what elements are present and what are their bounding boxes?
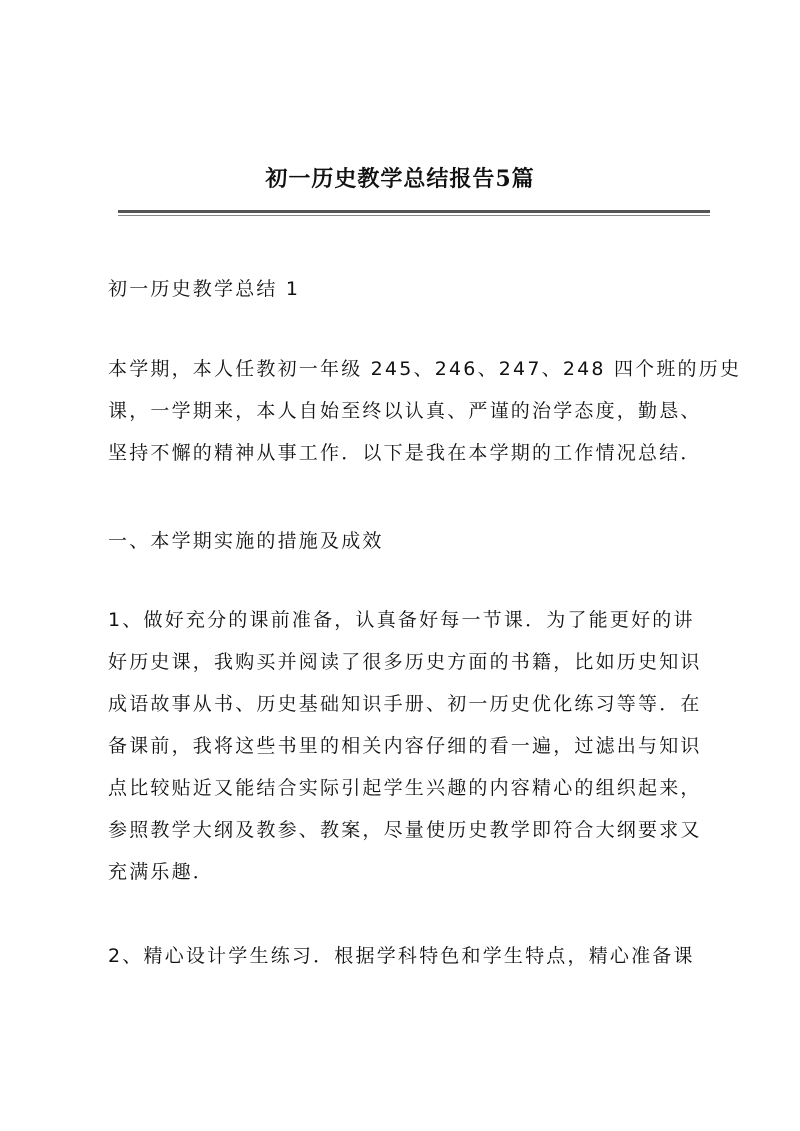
- document-title: 初一历史教学总结报告5篇: [265, 166, 535, 192]
- item-2-line: 2、精心设计学生练习．根据学科特色和学生特点，精心准备课: [108, 945, 695, 967]
- section-heading: [108, 268, 708, 310]
- item-1-line: 好历史课，我购买并阅读了很多历史方面的书籍，比如历史知识: [108, 651, 702, 673]
- item-1-line: 1、做好充分的课前准备，认真备好每一节课．为了能更好的讲: [108, 609, 695, 631]
- intro-line: 本学期，本人任教初一年级 245、246、247、248 四个班的历史: [108, 358, 742, 380]
- item-1-line: 成语故事从书、历史基础知识手册、初一历史优化练习等等．在: [108, 693, 702, 715]
- part-heading: [108, 520, 708, 562]
- item-1-paragraph: [108, 599, 708, 893]
- item-2-paragraph: [108, 935, 708, 977]
- item-1-line: 点比较贴近又能结合实际引起学生兴趣的内容精心的组织起来，: [108, 777, 702, 799]
- item-1-line: 备课前，我将这些书里的相关内容仔细的看一遍，过滤出与知识: [108, 735, 702, 757]
- intro-line: 课，一学期来，本人自始至终以认真、严谨的治学态度，勤恳、: [108, 400, 702, 422]
- item-1-line: 参照教学大纲及教参、教案，尽量使历史教学即符合大纲要求又: [108, 819, 702, 841]
- part-heading-text: 一、本学期实施的措施及成效: [108, 530, 384, 552]
- section-heading-text: 初一历史教学总结 1: [108, 278, 301, 300]
- title-underline-thin: [118, 215, 710, 216]
- intro-line: 坚持不懈的精神从事工作．以下是我在本学期的工作情况总结．: [108, 442, 702, 464]
- item-1-line: 充满乐趣．: [108, 861, 215, 883]
- intro-paragraph: [108, 348, 742, 474]
- title-underline-thick: [118, 210, 710, 213]
